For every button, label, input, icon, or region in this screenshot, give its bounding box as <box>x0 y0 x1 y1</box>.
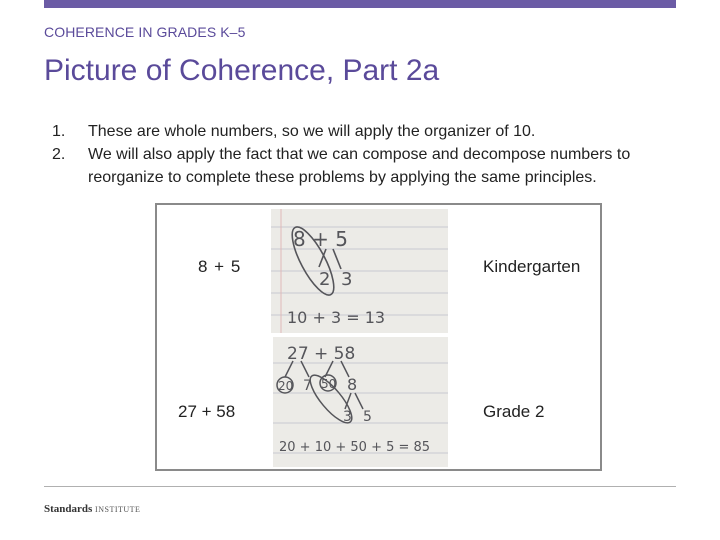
list-number: 2. <box>52 146 66 163</box>
footer-divider <box>44 486 676 487</box>
page-title: Picture of Coherence, Part 2a <box>44 54 440 87</box>
top-accent-bar <box>44 0 676 8</box>
hw-split-a: 2 <box>319 269 331 290</box>
hw-split-5: 5 <box>363 409 372 425</box>
hw-split-50: 50 <box>321 377 337 391</box>
hw-split-8: 8 <box>347 375 358 394</box>
hw-problem: 8 + 5 <box>293 227 348 251</box>
grade2-expression: 27 + 58 <box>178 402 236 421</box>
kindergarten-work-photo <box>271 209 448 333</box>
list-text: We will also apply the fact that we can compose and decompose numbers to reorganize to complete these problems by applying the same principles. <box>88 146 631 186</box>
kindergarten-expression: 8 + 5 <box>198 257 242 276</box>
hw-problem: 27 + 58 <box>287 344 356 364</box>
hw-sum-line: 10 + 3 = 13 <box>287 308 386 327</box>
list-number: 1. <box>52 123 66 140</box>
section-kicker: COHERENCE IN GRADES K–5 <box>44 24 246 40</box>
hw-split-20: 20 <box>278 379 294 393</box>
hw-sum-line: 20 + 10 + 50 + 5 = 85 <box>279 440 431 455</box>
hw-split-7: 7 <box>303 378 312 394</box>
standards-institute-logo: Standards INSTITUTE <box>44 503 141 515</box>
grade2-work-photo <box>273 337 448 467</box>
list-text: These are whole numbers, so we will apply the organizer of 10. <box>88 123 536 140</box>
list-item <box>44 143 694 189</box>
list-item <box>44 120 694 143</box>
bullet-list <box>44 120 694 189</box>
kindergarten-label: Kindergarten <box>483 257 581 276</box>
grade2-label: Grade 2 <box>483 402 545 421</box>
hw-split-3: 3 <box>343 409 352 425</box>
hw-split-b: 3 <box>341 269 353 290</box>
